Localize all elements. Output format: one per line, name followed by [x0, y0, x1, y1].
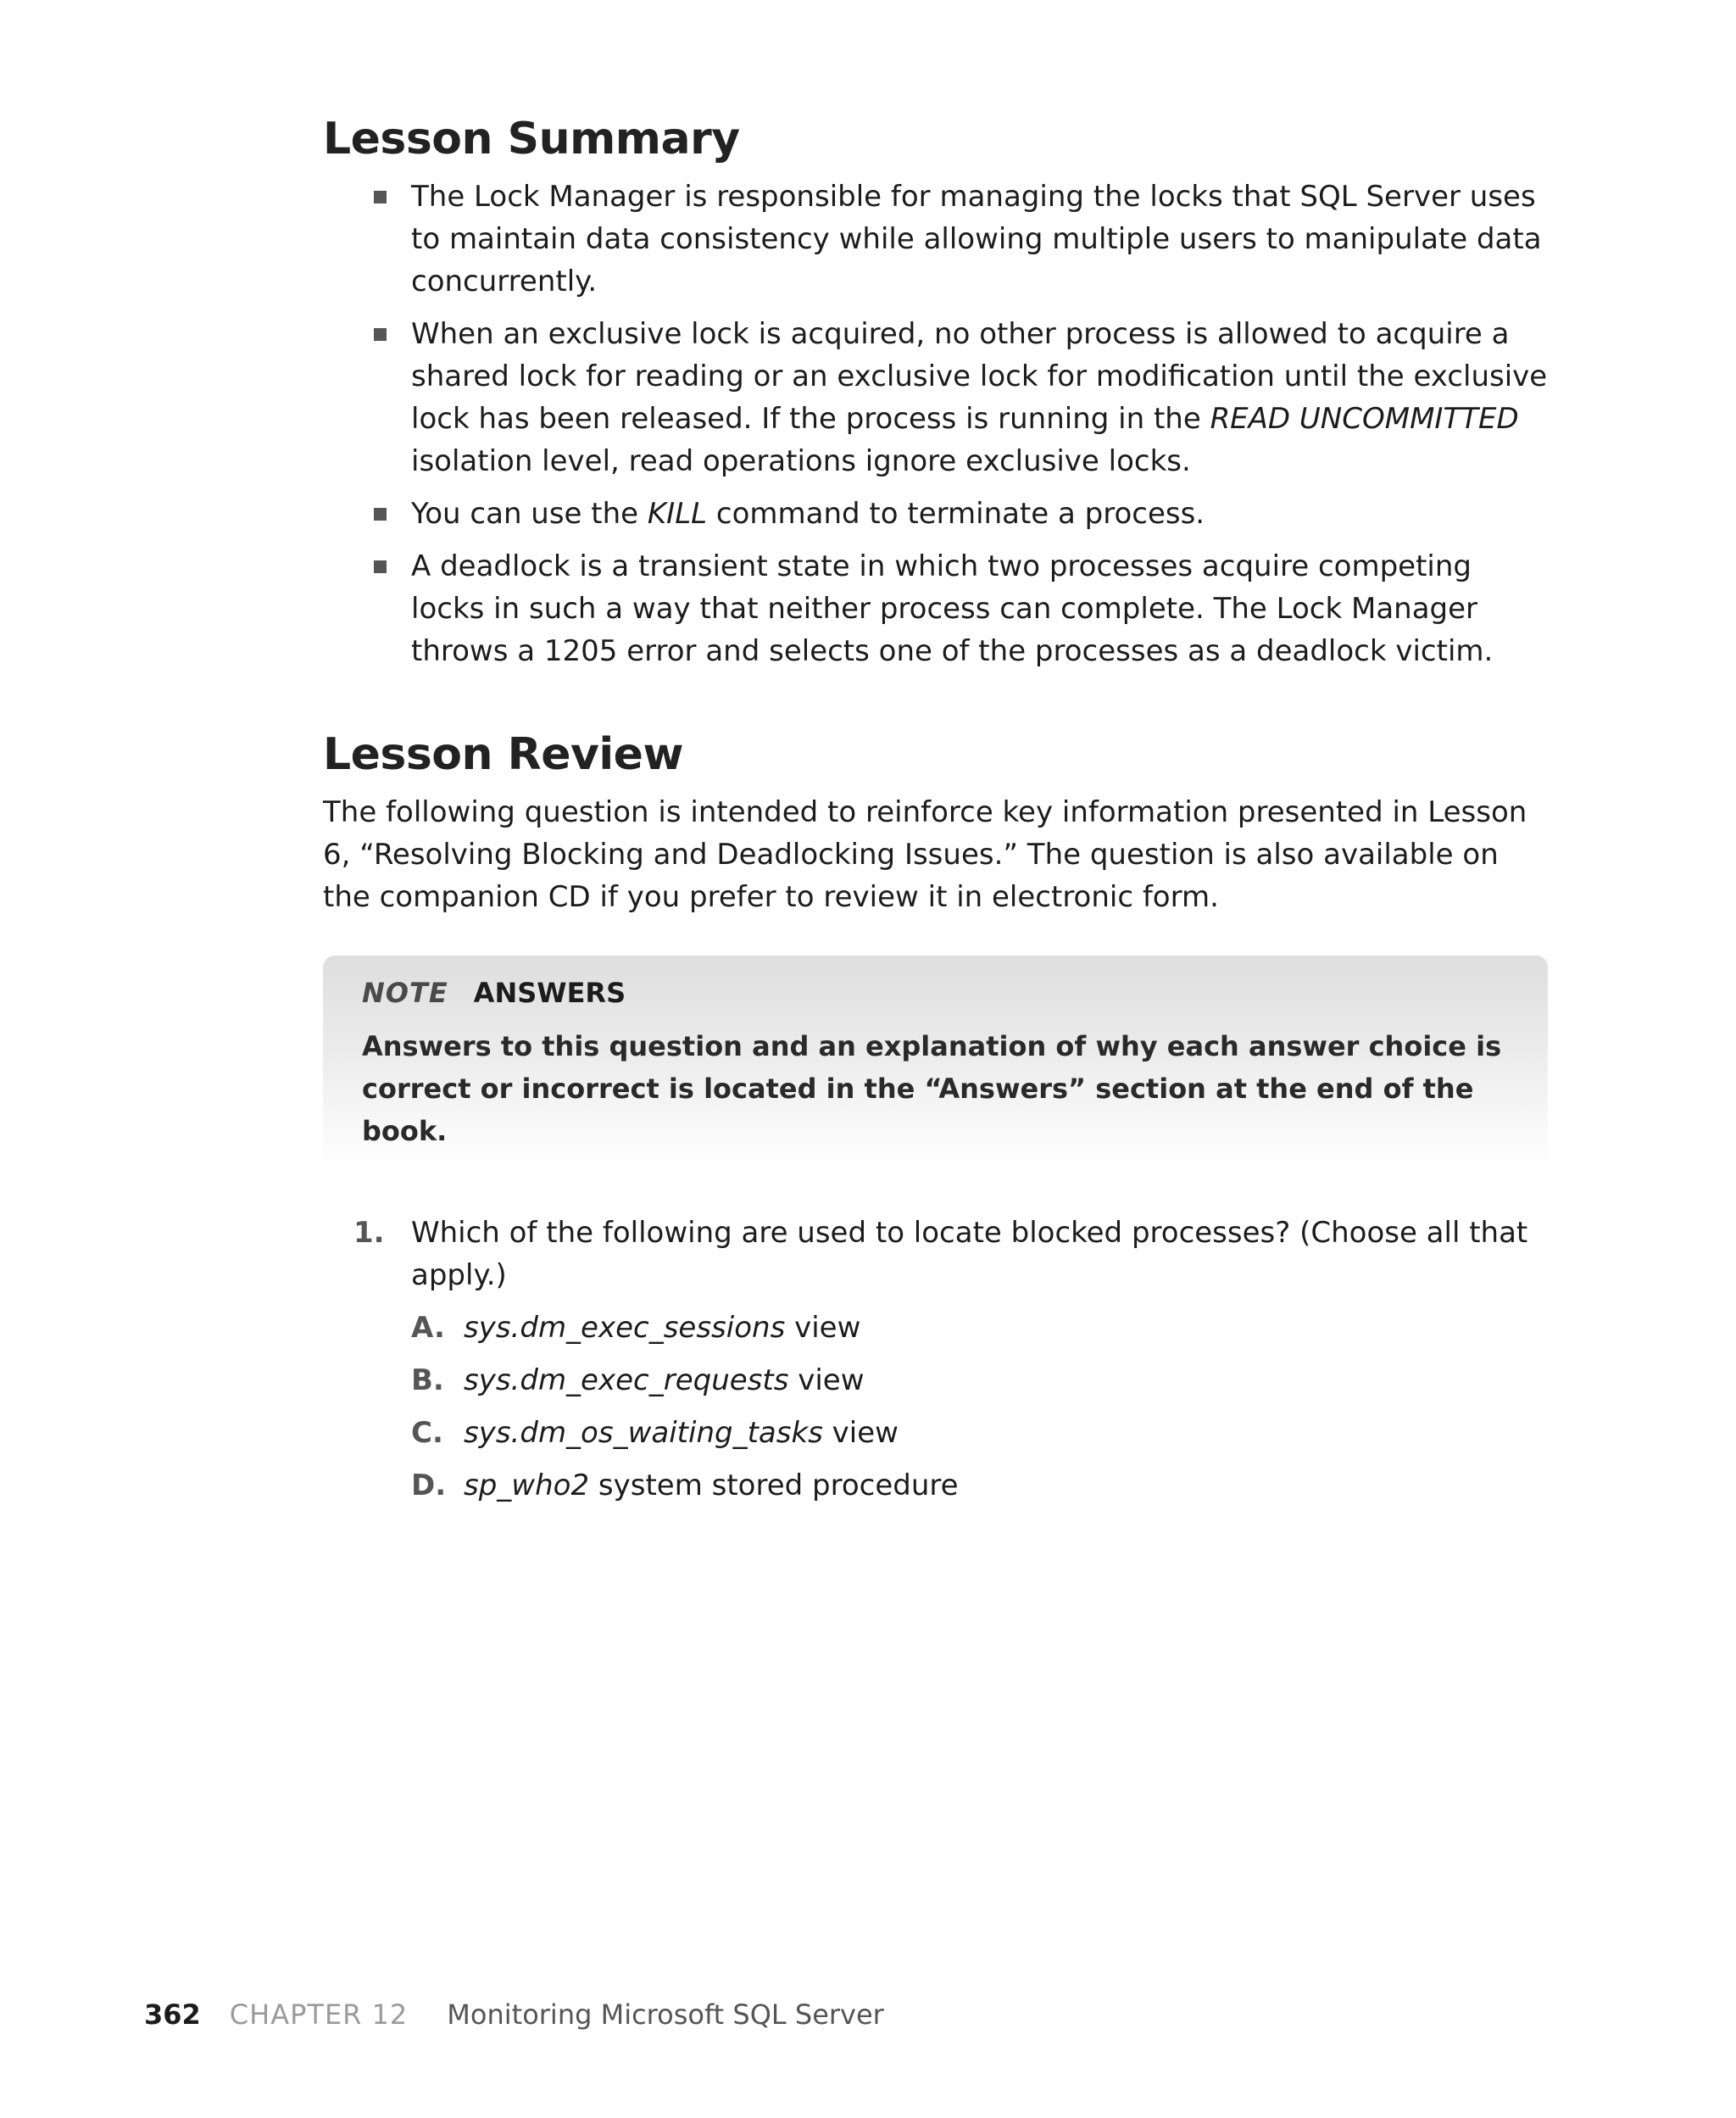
answer-term: sys.dm_exec_requests	[464, 1363, 789, 1397]
summary-bullet-text: The Lock Manager is responsible for managing the locks that SQL Server uses to maintain data consistency while allowing multiple users to manipulate data concurrently.	[411, 180, 1542, 298]
lesson-summary-section	[323, 106, 1548, 672]
page-content	[323, 106, 1548, 1517]
answer-term: sp_who2	[464, 1469, 590, 1502]
summary-bullet	[323, 176, 1548, 303]
page-footer	[144, 1996, 884, 2033]
isolation-level-term: READ UNCOMMITTED	[1210, 402, 1519, 436]
answer-term: sys.dm_exec_sessions	[464, 1311, 786, 1345]
summary-bullet-text: A deadlock is a transient state in which two processes acquire competing locks in such a way that neither process can complete. The Lock Manager throws a 1205 error and selects one of the processes as a deadlock victim.	[411, 549, 1494, 668]
answer-option	[411, 1307, 1548, 1349]
question-number: 1.	[353, 1216, 385, 1250]
answer-suffix: view	[785, 1311, 861, 1345]
answer-letter: C.	[411, 1416, 443, 1450]
summary-bullet-list	[323, 176, 1548, 672]
question-text: Which of the following are used to locate blocked processes? (Choose all that apply.)	[411, 1216, 1528, 1292]
answer-letter: D.	[411, 1469, 447, 1502]
answer-letter: A.	[411, 1311, 445, 1345]
answer-option	[411, 1359, 1548, 1402]
answer-option	[411, 1464, 1548, 1507]
lesson-summary-heading: Lesson Summary	[323, 114, 740, 164]
summary-bullet	[323, 313, 1548, 482]
lesson-review-section	[323, 722, 1548, 1507]
note-header	[362, 974, 1509, 1012]
answer-letter: B.	[411, 1363, 444, 1397]
summary-bullet	[323, 493, 1548, 535]
answer-suffix: view	[822, 1416, 899, 1450]
answer-suffix: view	[788, 1363, 865, 1397]
chapter-title: Monitoring Microsoft SQL Server	[447, 1998, 884, 2031]
summary-bullet-text: isolation level, read operations ignore exclusive locks.	[411, 444, 1191, 478]
page-number: 362	[144, 1998, 201, 2031]
summary-bullet	[323, 545, 1548, 672]
answer-options-list	[323, 1307, 1548, 1507]
note-title: ANSWERS	[473, 977, 626, 1009]
chapter-label: CHAPTER 12	[229, 1998, 409, 2031]
note-label: NOTE	[362, 977, 448, 1009]
square-bullet-icon	[374, 508, 387, 521]
lesson-review-intro: The following question is intended to reinforce key information presented in Lesson 6, “Resolving Blocking and Deadlocking Issues.” The question is also available on the companion CD if you prefer to review it in electronic form.	[323, 795, 1527, 914]
square-bullet-icon	[374, 328, 387, 341]
answer-term: sys.dm_os_waiting_tasks	[464, 1416, 823, 1450]
summary-bullet-text: command to terminate a process.	[707, 497, 1205, 531]
answer-suffix: system stored procedure	[589, 1469, 959, 1502]
lesson-review-heading: Lesson Review	[323, 729, 683, 780]
square-bullet-icon	[374, 560, 387, 573]
kill-command-term: KILL	[647, 497, 708, 531]
review-question	[323, 1212, 1548, 1296]
summary-bullet-text: You can use the	[411, 497, 648, 531]
note-body: Answers to this question and an explanation of why each answer choice is correct or incorrect is located in the “Answers” section at the end of the book.	[362, 1030, 1502, 1147]
answer-option	[411, 1412, 1548, 1454]
square-bullet-icon	[374, 191, 387, 203]
summary-bullet-text: When an exclusive lock is acquired, no other process is allowed to acquire a shared lock for reading or an exclusive lock for modification until the exclusive lock has been released. If the process is running in the	[411, 317, 1548, 436]
note-answers-box	[323, 956, 1548, 1174]
